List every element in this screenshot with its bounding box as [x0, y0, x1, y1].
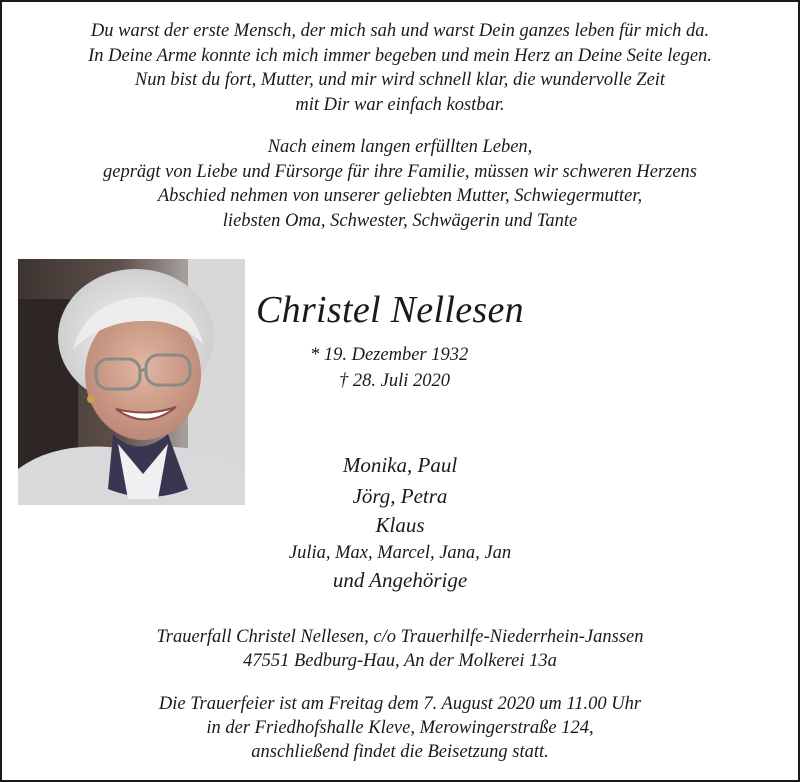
address-block	[0, 625, 800, 673]
poem-line: In Deine Arme konnte ich mich immer begeben und mein Herz an Deine Seite legen.	[88, 45, 712, 66]
poem-line: mit Dir war einfach kostbar.	[295, 94, 505, 115]
intro-line: liebsten Oma, Schwester, Schwägerin und Tante	[222, 210, 578, 231]
intro-block	[0, 135, 800, 233]
service-block	[0, 692, 800, 764]
intro-line: geprägt von Liebe und Fürsorge für ihre Familie, müssen wir schweren Herzens	[103, 161, 697, 182]
poem-line: Nun bist du fort, Mutter, und mir wird schnell klar, die wundervolle Zeit	[134, 70, 666, 90]
family-line-3: Klaus	[375, 513, 425, 537]
poem-line: Du warst der erste Mensch, der mich sah und warst Dein ganzes leben für mich da.	[90, 21, 710, 41]
service-line: in der Friedhofshalle Kleve, Merowingerstraße 124,	[206, 718, 594, 738]
intro-line: Nach einem langen erfüllten Leben,	[267, 137, 533, 157]
service-line: Die Trauerfeier ist am Freitag dem 7. August 2020 um 11.00 Uhr	[158, 694, 642, 714]
family-line-2: Jörg, Petra	[352, 484, 448, 508]
birth-date: * 19. Dezember 1932	[310, 345, 469, 365]
address-line: 47551 Bedburg-Hau, An der Molkerei 13a	[243, 651, 557, 671]
service-line: anschließend findet die Beisetzung statt.	[251, 742, 549, 762]
poem-block	[0, 19, 800, 117]
family-line-1: Monika, Paul	[342, 453, 458, 477]
address-line: Trauerfall Christel Nellesen, c/o Trauerhilfe-Niederrhein-Janssen	[156, 627, 644, 647]
family-line-5: und Angehörige	[332, 568, 468, 592]
death-date: † 28. Juli 2020	[339, 371, 450, 391]
deceased-name: Christel Nellesen	[256, 289, 524, 331]
family-line-4: Julia, Max, Marcel, Jana, Jan	[288, 543, 512, 563]
intro-line: Abschied nehmen von unserer geliebten Mutter, Schwiegermutter,	[157, 186, 643, 206]
